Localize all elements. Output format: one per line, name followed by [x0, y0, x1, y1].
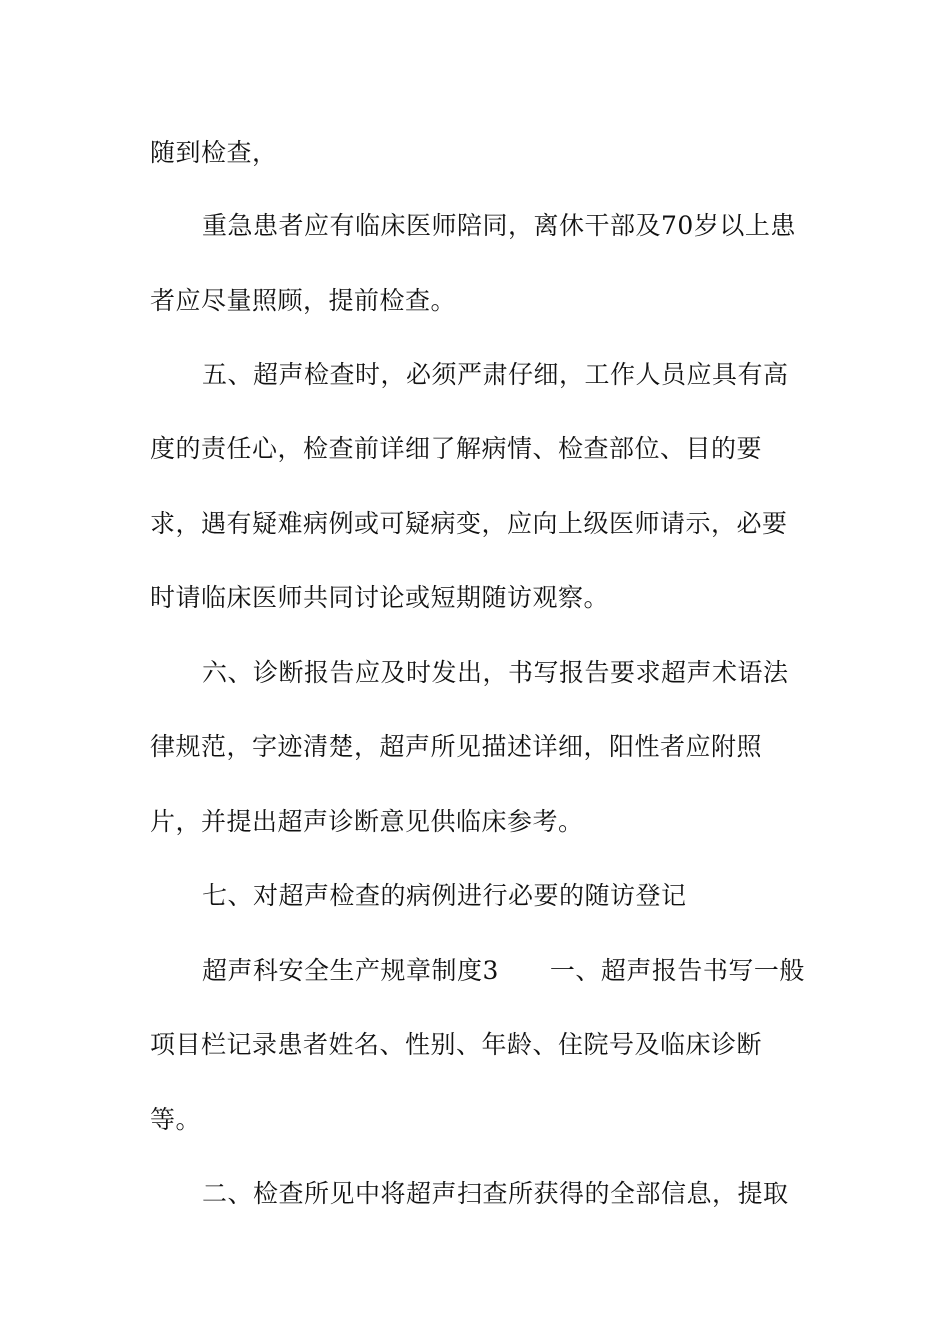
text-line: 二、检查所见中将超声扫查所获得的全部信息，提取 [202, 1179, 789, 1208]
text-line: 项目栏记录患者姓名、性别、年龄、住院号及临床诊断 [150, 1030, 763, 1059]
text-line: 度的责任心，检查前详细了解病情、检查部位、目的要 [150, 434, 763, 463]
text-line: 五、超声检查时，必须严肃仔细，工作人员应具有高 [202, 360, 789, 389]
text-line: 求，遇有疑难病例或可疑病变，应向上级医师请示，必要 [150, 509, 788, 538]
text-line: 者应尽量照顾，提前检查。 [150, 286, 457, 315]
text-line: 时请临床医师共同讨论或短期随访观察。 [150, 583, 610, 612]
text-line: 六、诊断报告应及时发出，书写报告要求超声术语法 [202, 658, 789, 687]
text-line: 律规范，字迹清楚，超声所见描述详细，阳性者应附照 [150, 732, 763, 761]
text-line: 超声科安全生产规章制度3 一、超声报告书写一般 [202, 956, 805, 985]
text-line: 随到检查， [150, 138, 278, 167]
text-line: 片，并提出超声诊断意见供临床参考。 [150, 807, 584, 836]
text-line: 重急患者应有临床医师陪同，离休干部及70岁以上患 [202, 211, 796, 240]
text-line: 等。 [150, 1105, 202, 1134]
text-line: 七、对超声检查的病例进行必要的随访登记 [202, 881, 687, 910]
